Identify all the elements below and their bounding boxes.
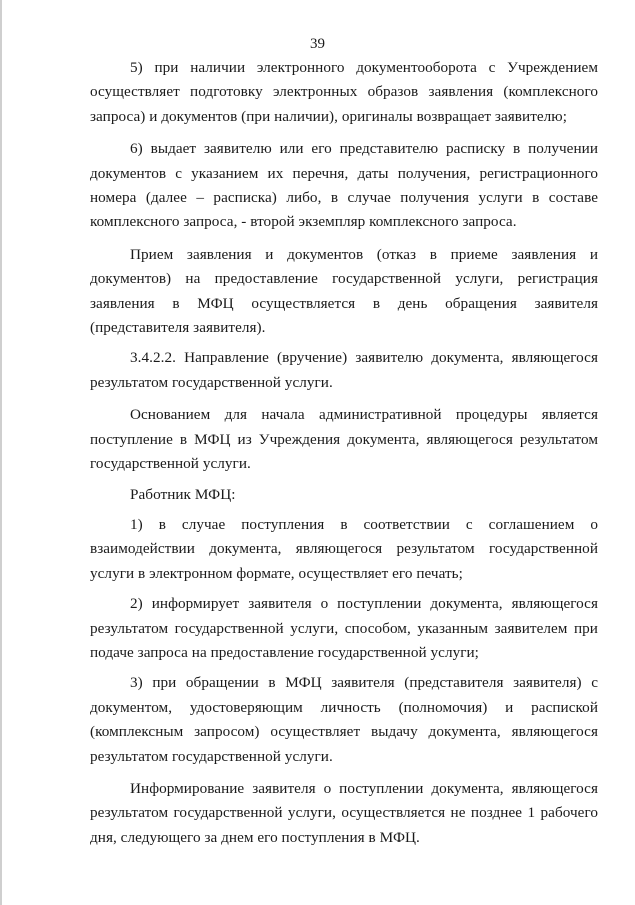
paragraph-worker-item-2: 2) информирует заявителя о поступлении документа, являющегося результатом государственной услуги, способом, указанным заявителем при подаче запроса на предоставление государственной услуги; [90,595,598,661]
paragraph-reception: Прием заявления и документов (отказ в приеме заявления и документов) на предоставление государственной услуги, регистрация заявления в МФЦ осуществляется в день обращения заявителя (представителя заявителя). [90,245,598,337]
paragraph-informing: Информирование заявителя о поступлении документа, являющегося результатом государственной услуги, осуществляется не позднее 1 рабочего дня, следующего за днем его поступления в МФЦ. [90,779,598,846]
paragraph-mfc-worker: Работник МФЦ: [130,485,236,503]
paragraph-item-5: 5) при наличии электронного документооборота с Учреждением осуществляет подготовку электронных образов заявления (комплексного запроса) и документов (при наличии), оригиналы возвращает заявителю; [90,59,598,125]
paragraph-worker-item-3: 3) при обращении в МФЦ заявителя (представителя заявителя) с документом, удостоверяющим личность (полномочия) и распиской (комплексным запросом) осуществляет выдачу документа, являющегося результатом государственной услуги. [90,674,598,765]
paragraph-worker-item-1: 1) в случае поступления в соответствии с соглашением о взаимодействии документа, являющегося результатом государственной услуги в электронном формате, осуществляет его печать; [90,515,598,582]
document-body [90,56,598,850]
page-number: 39 [310,36,325,52]
scan-edge-line [0,0,2,905]
paragraph-section-3-4-2-2: 3.4.2.2. Направление (вручение) заявителю документа, являющегося результатом государственной услуги. [90,349,598,391]
paragraph-basis: Основанием для начала административной процедуры является поступление в МФЦ из Учреждения документа, являющегося результатом государственной услуги. [90,406,598,473]
paragraph-item-6: 6) выдает заявителю или его представителю расписку в получении документов с указанием их перечня, даты получения, регистрационного номера (далее – расписка) либо, в случае получения услуги в составе комплексного запроса, - второй экземпляр комплексного запроса. [90,140,598,231]
